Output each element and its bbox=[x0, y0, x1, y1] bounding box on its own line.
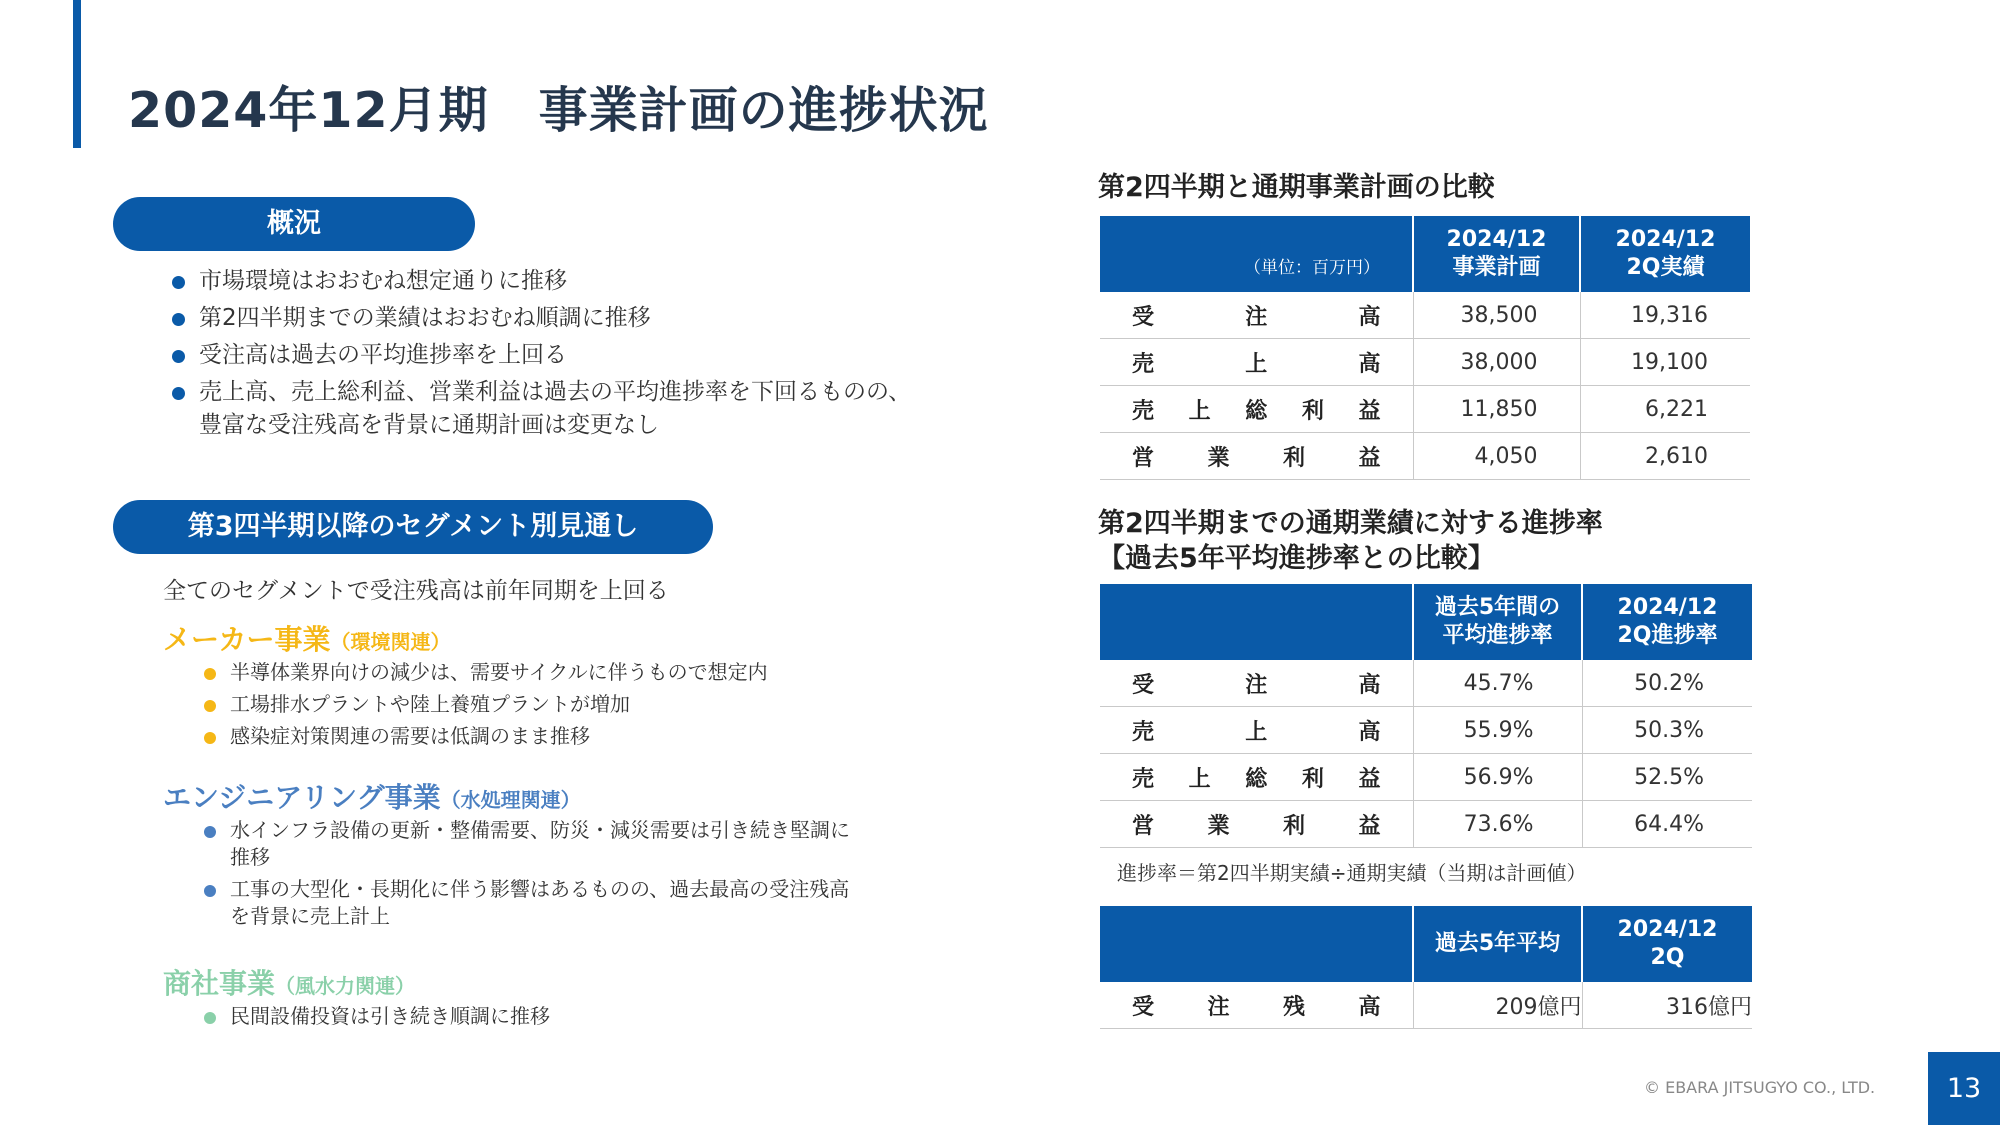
label-char: 売 bbox=[1132, 398, 1155, 424]
cell-value: 2,610 bbox=[1580, 433, 1750, 480]
label-char: 利 bbox=[1282, 813, 1305, 839]
overview-bullet-text: 市場環境はおおむね想定通りに推移 bbox=[199, 268, 567, 294]
cell-value: 56.9% bbox=[1413, 754, 1582, 801]
label-char: 利 bbox=[1301, 398, 1324, 424]
cell-value: 38,500 bbox=[1413, 292, 1580, 339]
row-label bbox=[1100, 292, 1413, 339]
column-header bbox=[1413, 584, 1582, 660]
bullet-dot bbox=[204, 885, 216, 897]
cell-value: 50.3% bbox=[1582, 707, 1752, 754]
progress-rate-table bbox=[1100, 584, 1752, 848]
column-header bbox=[1413, 216, 1580, 292]
label-char: 受 bbox=[1132, 994, 1155, 1020]
segment-item-text: 工事の大型化・長期化に伴う影響はあるものの、過去最高の受注残高を背景に売上計上 bbox=[230, 877, 850, 928]
column-header-line: 2Q進捗率 bbox=[1617, 623, 1718, 648]
label-char: 受 bbox=[1132, 672, 1155, 698]
segment-name: メーカー事業 bbox=[163, 623, 331, 656]
row-label bbox=[1100, 339, 1413, 386]
table2-title-line: 【過去5年平均進捗率との比較】 bbox=[1098, 543, 1495, 574]
label-char: 益 bbox=[1358, 813, 1381, 839]
label-char: 上 bbox=[1245, 719, 1268, 745]
table1-title: 第2四半期と通期事業計画の比較 bbox=[1098, 172, 1495, 203]
table2-title-line: 第2四半期までの通期業績に対する進捗率 bbox=[1098, 508, 1603, 539]
overview-bullet-text: 第2四半期までの業績はおおむね順調に推移 bbox=[199, 305, 651, 331]
unit-label: （単位：百万円） bbox=[1100, 216, 1413, 292]
table-row bbox=[1100, 433, 1750, 480]
table-row bbox=[1100, 386, 1750, 433]
label-char: 営 bbox=[1132, 445, 1155, 471]
column-header bbox=[1582, 584, 1752, 660]
bullet-dot bbox=[204, 732, 216, 744]
cell-value: 55.9% bbox=[1413, 707, 1582, 754]
segment-title-maker bbox=[163, 618, 450, 658]
copyright: © EBARA JITSUGYO CO., LTD. bbox=[1644, 1078, 1876, 1097]
segment-sub: （環境関連） bbox=[330, 630, 451, 654]
table-row bbox=[1100, 707, 1752, 754]
label-char: 利 bbox=[1301, 766, 1324, 792]
label-char: 注 bbox=[1207, 994, 1230, 1020]
table-header-row bbox=[1100, 216, 1750, 292]
column-header-line: 2Q bbox=[1650, 945, 1685, 970]
column-header-line: 2024/12 bbox=[1446, 227, 1547, 252]
cell-value: 316億円 bbox=[1582, 982, 1752, 1029]
bullet-dot bbox=[172, 350, 185, 363]
cell-value: 19,100 bbox=[1580, 339, 1750, 386]
segment-name: 商社事業 bbox=[163, 967, 276, 1000]
overview-bullet-text: 売上高、売上総利益、営業利益は過去の平均進捗率を下回るものの、豊富な受注残高を背景に通期計画は変更なし bbox=[199, 379, 912, 438]
cell-value: 64.4% bbox=[1582, 801, 1752, 848]
column-header: 過去5年平均 bbox=[1413, 906, 1582, 982]
overview-label: 概況 bbox=[113, 197, 475, 251]
segment-sub: （風水力関連） bbox=[275, 974, 416, 998]
cell-value: 209億円 bbox=[1413, 982, 1582, 1029]
row-label bbox=[1100, 707, 1413, 754]
cell-value: 52.5% bbox=[1582, 754, 1752, 801]
page-title: 2024年12月期 事業計画の進捗状況 bbox=[128, 82, 989, 139]
cell-value: 73.6% bbox=[1413, 801, 1582, 848]
row-label bbox=[1100, 386, 1413, 433]
cell-value: 19,316 bbox=[1580, 292, 1750, 339]
list-item bbox=[172, 376, 912, 442]
label-char: 業 bbox=[1207, 445, 1230, 471]
label-char: 利 bbox=[1282, 445, 1305, 471]
column-header-line: 2024/12 bbox=[1615, 227, 1716, 252]
plan-comparison-table bbox=[1100, 216, 1750, 480]
table-row bbox=[1100, 754, 1752, 801]
page-number: 13 bbox=[1928, 1052, 2000, 1125]
label-char: 売 bbox=[1132, 351, 1155, 377]
column-header-line: 平均進捗率 bbox=[1442, 623, 1553, 648]
bullet-dot bbox=[204, 668, 216, 680]
segment-title-trading bbox=[163, 962, 415, 1002]
label-char: 上 bbox=[1188, 766, 1211, 792]
column-header-blank bbox=[1100, 584, 1413, 660]
cell-value: 4,050 bbox=[1413, 433, 1580, 480]
accent-bar bbox=[73, 0, 81, 148]
table-row bbox=[1100, 660, 1752, 707]
outlook-lead: 全てのセグメントで受注残高は前年同期を上回る bbox=[163, 578, 669, 604]
segment-item-text: 工場排水プラントや陸上養殖プラントが増加 bbox=[230, 692, 630, 716]
list-item bbox=[172, 265, 912, 298]
segment-list-trading bbox=[204, 1003, 864, 1035]
cell-value: 6,221 bbox=[1580, 386, 1750, 433]
list-item bbox=[204, 817, 864, 871]
bullet-dot bbox=[172, 387, 185, 400]
table-row bbox=[1100, 801, 1752, 848]
label-char: 益 bbox=[1358, 445, 1381, 471]
label-char: 注 bbox=[1245, 672, 1268, 698]
column-header-line: 2Q実績 bbox=[1626, 255, 1705, 280]
list-item bbox=[204, 876, 864, 930]
segment-sub: （水処理関連） bbox=[440, 788, 581, 812]
column-header-blank bbox=[1100, 906, 1413, 982]
segment-item-text: 民間設備投資は引き続き順調に推移 bbox=[230, 1004, 550, 1028]
row-label bbox=[1100, 660, 1413, 707]
label-char: 残 bbox=[1282, 994, 1305, 1020]
label-char: 高 bbox=[1358, 351, 1381, 377]
table-row bbox=[1100, 982, 1752, 1029]
label-char: 営 bbox=[1132, 813, 1155, 839]
label-char: 高 bbox=[1358, 994, 1381, 1020]
overview-list bbox=[172, 265, 912, 446]
label-char: 高 bbox=[1358, 672, 1381, 698]
order-backlog-table bbox=[1100, 906, 1752, 1029]
table-header-row bbox=[1100, 584, 1752, 660]
bullet-dot bbox=[172, 276, 185, 289]
label-char: 益 bbox=[1358, 398, 1381, 424]
outlook-label: 第3四半期以降のセグメント別見通し bbox=[113, 500, 713, 554]
row-label bbox=[1100, 433, 1413, 480]
bullet-dot bbox=[172, 313, 185, 326]
row-label bbox=[1100, 982, 1413, 1029]
row-label bbox=[1100, 754, 1413, 801]
segment-item-text: 半導体業界向けの減少は、需要サイクルに伴うもので想定内 bbox=[230, 660, 768, 684]
label-char: 業 bbox=[1207, 813, 1230, 839]
column-header-line: 2024/12 bbox=[1617, 595, 1718, 620]
column-header-line: 事業計画 bbox=[1452, 255, 1541, 280]
cell-value: 45.7% bbox=[1413, 660, 1582, 707]
label-char: 売 bbox=[1132, 766, 1155, 792]
table-header-row bbox=[1100, 906, 1752, 982]
segment-list-maker bbox=[204, 659, 904, 755]
segment-title-engineering bbox=[163, 776, 581, 816]
overview-bullet-text: 受注高は過去の平均進捗率を上回る bbox=[199, 342, 567, 368]
list-item bbox=[204, 691, 904, 718]
label-char: 注 bbox=[1245, 304, 1268, 330]
list-item bbox=[172, 339, 912, 372]
bullet-dot bbox=[204, 700, 216, 712]
bullet-dot bbox=[204, 826, 216, 838]
list-item bbox=[172, 302, 912, 335]
segment-item-text: 水インフラ設備の更新・整備需要、防災・減災需要は引き続き堅調に推移 bbox=[230, 818, 850, 869]
list-item bbox=[204, 1003, 864, 1030]
cell-value: 50.2% bbox=[1582, 660, 1752, 707]
row-label bbox=[1100, 801, 1413, 848]
label-char: 総 bbox=[1245, 766, 1268, 792]
label-char: 受 bbox=[1132, 304, 1155, 330]
cell-value: 11,850 bbox=[1413, 386, 1580, 433]
label-char: 上 bbox=[1245, 351, 1268, 377]
label-char: 益 bbox=[1358, 766, 1381, 792]
column-header bbox=[1582, 906, 1752, 982]
segment-item-text: 感染症対策関連の需要は低調のまま推移 bbox=[230, 724, 590, 748]
table2-title bbox=[1098, 506, 1603, 576]
label-char: 上 bbox=[1188, 398, 1211, 424]
label-char: 高 bbox=[1358, 304, 1381, 330]
segment-name: エンジニアリング事業 bbox=[163, 781, 441, 814]
table-row bbox=[1100, 339, 1750, 386]
cell-value: 38,000 bbox=[1413, 339, 1580, 386]
list-item bbox=[204, 659, 904, 686]
segment-list-engineering bbox=[204, 817, 864, 935]
label-char: 高 bbox=[1358, 719, 1381, 745]
progress-rate-note: 進捗率＝第2四半期実績÷通期実績（当期は計画値） bbox=[1117, 861, 1587, 885]
column-header bbox=[1580, 216, 1750, 292]
list-item bbox=[204, 723, 904, 750]
label-char: 総 bbox=[1245, 398, 1268, 424]
bullet-dot bbox=[204, 1012, 216, 1024]
column-header-line: 2024/12 bbox=[1617, 917, 1718, 942]
label-char: 売 bbox=[1132, 719, 1155, 745]
table-row bbox=[1100, 292, 1750, 339]
column-header-line: 過去5年間の bbox=[1434, 595, 1561, 620]
